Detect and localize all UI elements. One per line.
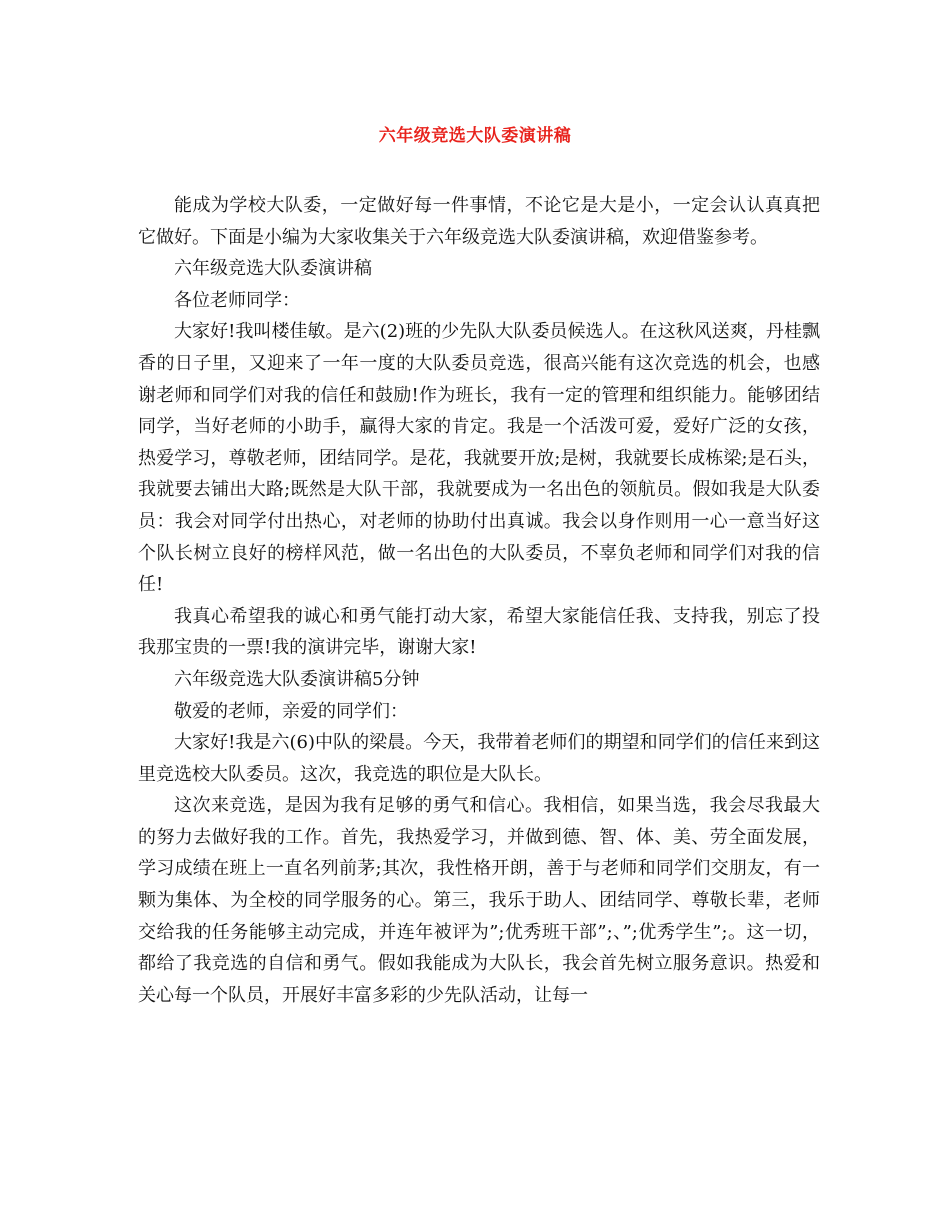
intro-paragraph: 能成为学校大队委，一定做好每一件事情，不论它是大是小，一定会认认真真把它做好。下面是小编为大家收集关于六年级竞选大队委演讲稿，欢迎借鉴参考。 <box>138 195 820 248</box>
speech-1-paragraph-1: 大家好!我叫楼佳敏。是六(2)班的少先队大队委员候选人。在这秋风送爽，丹桂飘香的日子里，又迎来了一年一度的大队委员竞选，很高兴能有这次竞选的机会，也感谢老师和同学们对我的信任和鼓励!作为班长，我有一定的管理和组织能力。能够团结同学，当好老师的小助手，赢得大家的肯定。我是一个活泼可爱，爱好广泛的女孩，热爱学习，尊敬老师，团结同学。是花，我就要开放;是树，我就要长成栋梁;是石头，我就要去铺出大路;既然是大队干部，我就要成为一名出色的领航员。假如我是大队委员：我会对同学付出热心，对老师的协助付出真诚。我会以身作则用一心一意当好这个队长树立良好的榜样风范，做一名出色的大队委员，不辜负老师和同学们对我的信任! <box>138 321 820 596</box>
salutation-1: 各位老师同学： <box>174 289 300 311</box>
speech-2-paragraph-2: 这次来竞选，是因为我有足够的勇气和信心。我相信，如果当选，我会尽我最大的努力去做好我的工作。首先，我热爱学习，并做到德、智、体、美、劳全面发展，学习成绩在班上一直名列前茅;其次，我性格开朗，善于与老师和同学们交朋友，有一颗为集体、为全校的同学服务的心。第三，我乐于助人、团结同学、尊敬长辈，老师交给我的任务能够主动完成，并连年被评为”;优秀班干部”;、”;优秀学生”;。这一切，都给了我竞选的自信和勇气。假如我能成为大队长，我会首先树立服务意识。热爱和关心每一个队员，开展好丰富多彩的少先队活动，让每一 <box>138 795 820 1006</box>
speech-2-paragraph-1: 大家好!我是六(6)中队的梁晨。今天，我带着老师们的期望和同学们的信任来到这里竞选校大队委员。这次，我竞选的职位是大队长。 <box>138 732 820 785</box>
section-heading-1: 六年级竞选大队委演讲稿 <box>174 258 372 280</box>
section-heading-2: 六年级竞选大队委演讲稿5分钟 <box>174 668 420 690</box>
document-body <box>138 190 820 1011</box>
speech-1-paragraph-2: 我真心希望我的诚心和勇气能打动大家，希望大家能信任我、支持我，别忘了投我那宝贵的一票!我的演讲完毕，谢谢大家! <box>138 605 820 659</box>
document-title: 六年级竞选大队委演讲稿 <box>378 126 572 146</box>
salutation-2: 敬爱的老师，亲爱的同学们： <box>174 700 408 722</box>
